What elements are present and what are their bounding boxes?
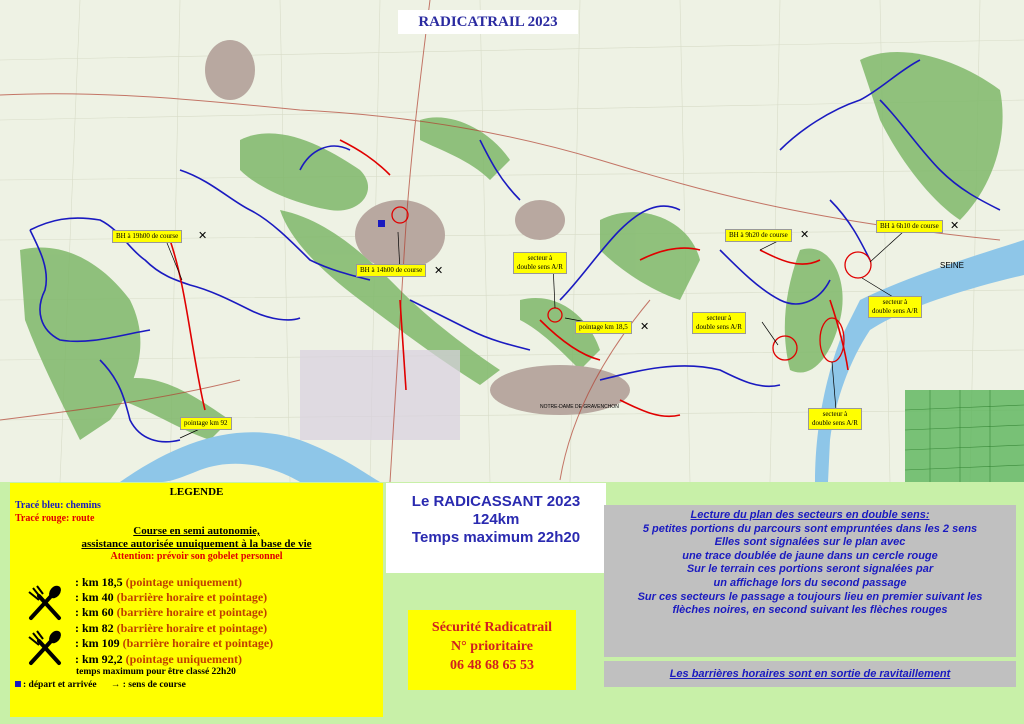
legend-attention: Attention: prévoir son gobelet personnel [110,551,283,562]
industrial-zone [300,350,460,440]
label-secteur-3: secteur à double sens A/R [868,296,922,318]
town-label: NOTRE-DAME DE GRAVENCHON [540,404,619,410]
reading-line: flèches noires, en second suivant les flèches rouges [672,604,948,617]
security-priority: N° prioritaire [451,639,533,654]
race-distance: 124km [472,511,520,528]
label-bh-19h: BH à 19h00 de course [112,230,182,243]
legend-heading: LEGENDE [169,486,224,498]
fork-knife-icon [25,584,65,624]
security-panel [408,610,576,690]
label-secteur-4: secteur à double sens A/R [808,408,862,430]
legend-row-3: : km 60 (barrière horaire et pointage) [75,605,268,619]
seine-label: SEINE [940,261,965,270]
reading-line: Sur le terrain ces portions seront signalées par [686,563,934,576]
reading-line: un affichage lors du second passage [713,576,907,589]
reading-line: Elles sont signalées sur le plan avec [714,536,906,549]
reading-line: 5 petites portions du parcours sont empruntées dans les 2 sens [642,522,978,535]
legend-red-trace: Tracé rouge: route [15,513,95,524]
direction-arrow-icon: → [110,680,121,690]
start-finish-marker [378,220,385,227]
legend-course-1: Course en semi autonomie, [133,525,260,537]
legend-row-6: : km 92,2 (pointage uniquement) [75,652,243,666]
legend-course-2: assistance autorisée unuiquement à la base de vie [81,538,312,550]
cross-icon: ✕ [640,320,650,333]
race-info-panel [386,483,606,573]
label-secteur-2: secteur à double sens A/R [692,312,746,334]
map-title: RADICATRAIL 2023 [398,10,578,34]
reading-instructions-panel [604,505,1016,657]
marsh-fields [905,390,1024,482]
label-pointage-92: pointage km 92 [180,417,232,430]
label-pointage-18: pointage km 18,5 [575,321,632,334]
reading-line: une trace doublée de jaune dans un cercle rouge [682,549,938,562]
label-bh-6h10: BH à 6h10 de course [876,220,943,233]
legend-temps-max: temps maximum pour être classé 22h20 [76,667,236,677]
barrier-note: Les barrières horaires sont en sortie de ravitaillement [604,661,1016,687]
legend-row-5: : km 109 (barrière horaire et pointage) [75,636,274,650]
security-phone[interactable]: 06 48 68 65 53 [450,658,534,673]
cross-icon: ✕ [950,219,960,232]
cross-icon: ✕ [198,229,208,242]
start-square-icon [15,681,21,687]
legend-blue-trace: Tracé bleu: chemins [15,500,101,511]
cross-icon: ✕ [800,228,810,241]
reading-title: Lecture du plan des secteurs en double sens: [690,509,930,521]
label-bh-9h20: BH à 9h20 de course [725,229,792,242]
legend-row-1: : km 18,5 (pointage uniquement) [75,575,243,589]
legend-row-4: : km 82 (barrière horaire et pointage) [75,621,268,635]
legend-row-2: : km 40 (barrière horaire et pointage) [75,590,268,604]
label-secteur-1: secteur à double sens A/R [513,252,567,274]
label-bh-14h: BH à 14h00 de course [356,264,426,277]
cross-icon: ✕ [434,264,444,277]
race-name: Le RADICASSANT 2023 [411,493,581,510]
race-max-time: Temps maximum 22h20 [411,529,581,546]
fork-knife-icon [25,629,65,669]
legend-footer: : départ et arrivée → : sens de course [15,680,186,690]
reading-line: Sur ces secteurs le passage a toujours lieu en premier suivant les [637,590,983,603]
legend-panel [10,483,383,717]
security-title: Sécurité Radicatrail [431,620,553,635]
